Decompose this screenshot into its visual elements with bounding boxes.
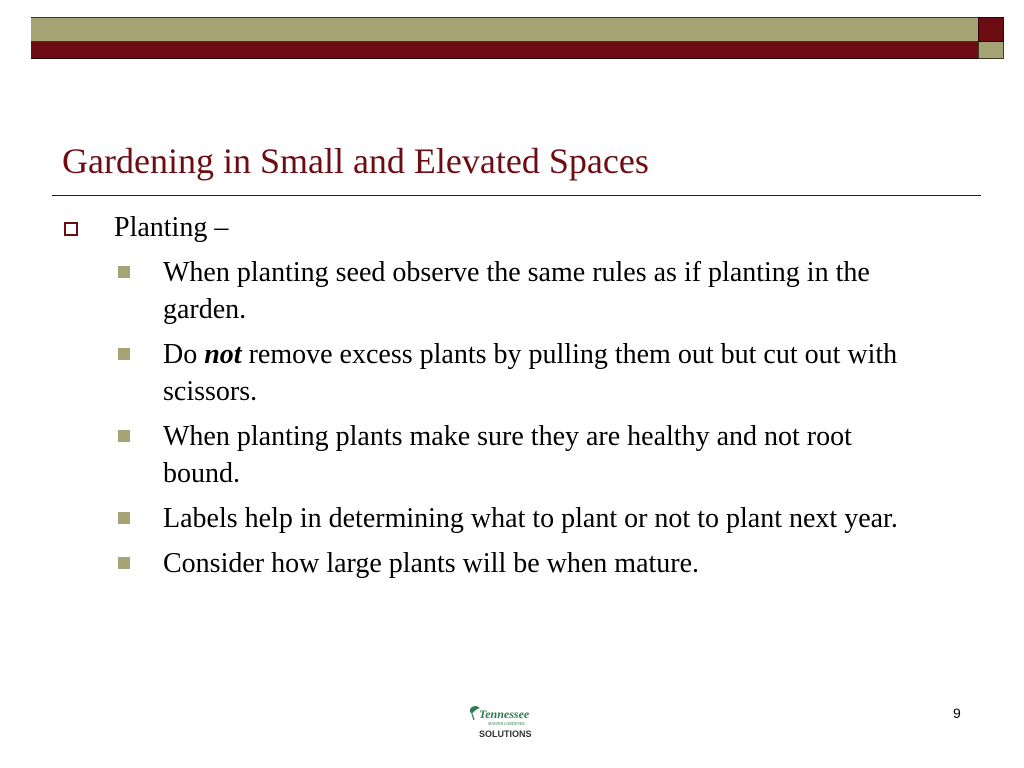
sub-bullet-text: When planting plants make sure they are healthy and not root bound. bbox=[163, 421, 852, 489]
logo-line-1: Tennessee bbox=[479, 707, 530, 721]
sub-bullet-text bbox=[163, 339, 897, 407]
header-corner-olive bbox=[978, 42, 1004, 59]
sub-bullet-text: When planting seed observe the same rules as if planting in the garden. bbox=[163, 257, 870, 325]
square-bullet-icon bbox=[118, 348, 130, 360]
square-bullet-icon bbox=[118, 266, 130, 278]
sub-bullet-text: Consider how large plants will be when mature. bbox=[163, 548, 700, 579]
sub-bullet-item bbox=[118, 254, 918, 328]
sub-bullet-text: Labels help in determining what to plant or not to plant next year. bbox=[163, 503, 898, 534]
sub-bullet-item bbox=[118, 500, 918, 537]
slide-title: Gardening in Small and Elevated Spaces bbox=[62, 141, 649, 181]
title-divider bbox=[52, 195, 981, 196]
header-corner-maroon bbox=[978, 17, 1004, 42]
sub-bullet-text-start: Do bbox=[163, 339, 205, 370]
sub-bullet-text-end: remove excess plants by pulling them out but cut out with scissors. bbox=[163, 339, 898, 407]
tennessee-master-gardener-logo bbox=[466, 702, 538, 742]
logo-line-3: SOLUTIONS bbox=[479, 729, 532, 739]
slide-number: 9 bbox=[953, 705, 961, 721]
square-bullet-icon bbox=[118, 512, 130, 524]
sub-bullet-item bbox=[118, 545, 918, 582]
header-band-olive bbox=[31, 17, 978, 42]
emphasis-not: not bbox=[204, 339, 242, 370]
square-bullet-icon bbox=[118, 430, 130, 442]
logo-line-2: MASTER GARDENER bbox=[488, 721, 525, 726]
square-bullet-icon bbox=[118, 557, 130, 569]
sub-bullet-list bbox=[118, 254, 918, 590]
sub-bullet-item bbox=[118, 336, 918, 410]
header-band-maroon bbox=[31, 42, 978, 59]
sub-bullet-item bbox=[118, 418, 918, 492]
bullet-planting: Planting – bbox=[114, 212, 229, 243]
hollow-square-bullet-icon bbox=[64, 222, 78, 236]
